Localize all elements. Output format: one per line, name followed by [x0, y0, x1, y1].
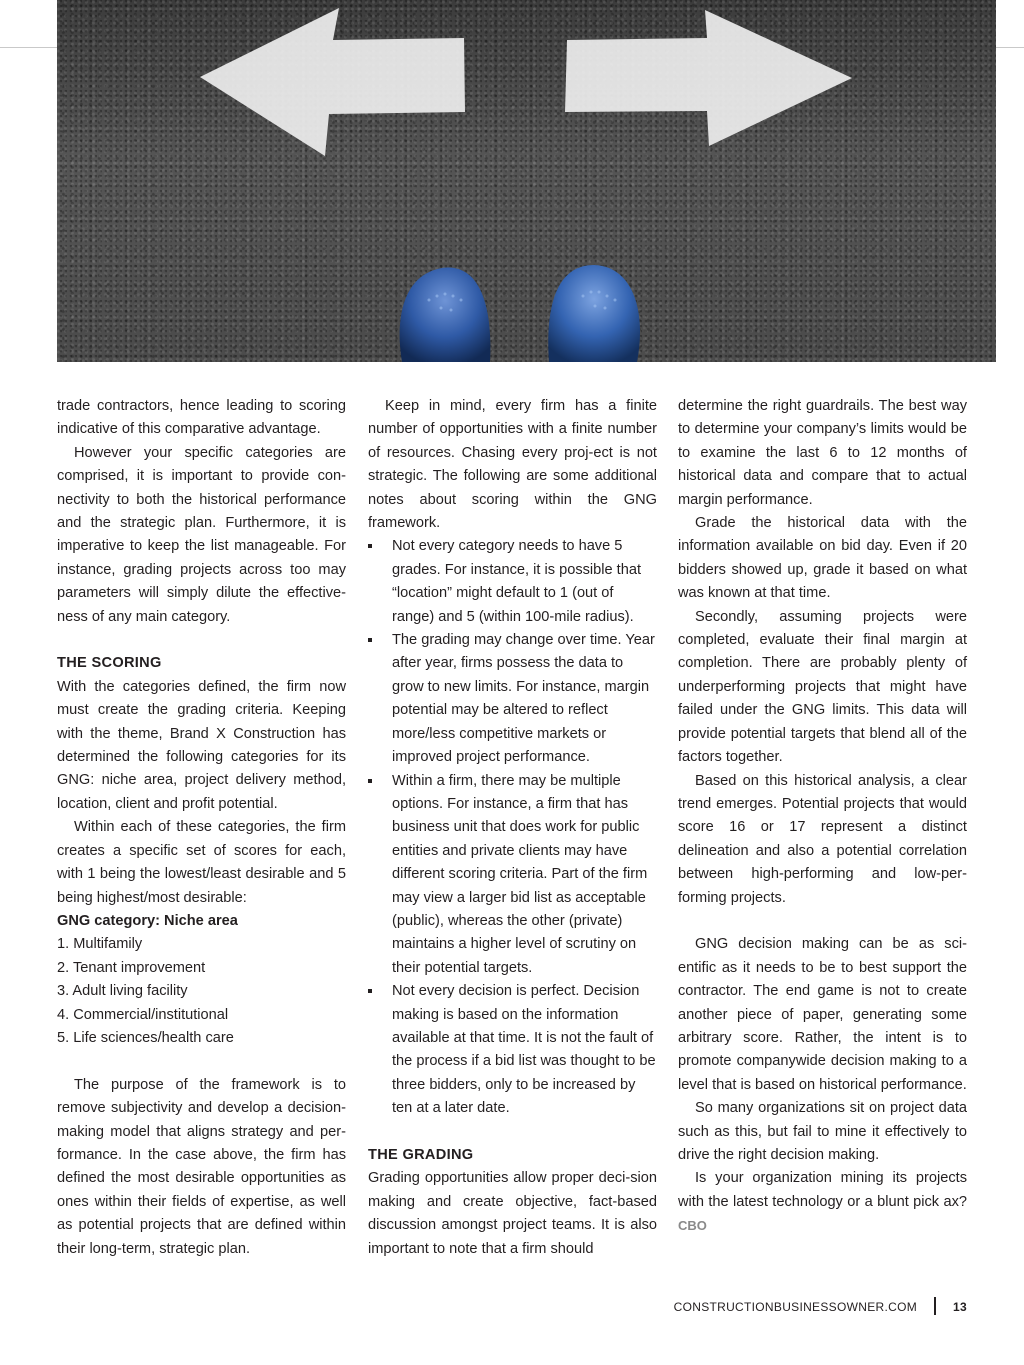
subheading-niche-area: GNG category: Niche area [57, 912, 238, 929]
list-item: 1. Multifamily [57, 936, 143, 953]
header-photo [57, 0, 996, 362]
photo-illustration [57, 0, 996, 362]
column-2 [368, 395, 657, 1261]
section-heading-scoring: THE SCORING [57, 655, 162, 672]
list-item: 4. Commercial/institutional [57, 1006, 229, 1023]
footer-site[interactable]: CONSTRUCTIONBUSINESSOWNER.COM [673, 1300, 917, 1314]
paragraph: Grading opportunities allow proper deci-sion making and create objective, fact-based discussion amongst project teams. It is also important to note that a firm should [368, 1170, 657, 1257]
bullet-list [368, 535, 657, 1120]
paragraph: Based on this historical analysis, a clear trend emerges. Potential projects that would score 16 or 17 represent a distinct delineation and also a potential correlation between high-performing and low-per-forming projects. [678, 772, 967, 906]
paragraph: trade contractors, hence leading to scoring indicative of this comparative advantage. [57, 398, 346, 438]
list-item: 5. Life sciences/health care [57, 1029, 234, 1046]
bullet-item: Not every category needs to have 5 grades. For instance, it is possible that “location” might default to 1 (out of range) and 5 (within 100-mile radius). [368, 535, 657, 629]
paragraph: However your specific categories are comprised, it is important to provide con-nectivity to both the historical performance and the strategic plan. Furthermore, it is imperative to keep the list manageable. For instance, grading projects across too may parameters will simply dilute the effective-ness of any main category. [57, 444, 346, 625]
page-number: 13 [953, 1300, 967, 1314]
final-sentence: Is your organization mining its projects with the latest technology or a blunt pick ax? [678, 1170, 967, 1210]
paragraph: Within each of these categories, the firm creates a specific set of scores for each, with 1 being the lowest/least desirable and 5 being highest/most desirable: [57, 819, 346, 906]
list-item: 3. Adult living facility [57, 983, 188, 1000]
paragraph-final [678, 1167, 967, 1238]
section-heading-grading: THE GRADING [368, 1146, 474, 1163]
top-rule-right [996, 47, 1024, 48]
paragraph: Secondly, assuming projects were completed, evaluate their final margin at completion. There are probably plenty of underperforming projects that might have failed under the GNG limits. This data will provide potential targets that blend all of the factors together. [678, 608, 967, 766]
right-arrow [565, 10, 852, 146]
paragraph: Keep in mind, every firm has a finite number of opportunities with a finite number of resources. Chasing every proj-ect is not strategic. The following are some additional notes about scoring within the GNG framework. [368, 398, 657, 532]
right-shoe [548, 265, 640, 362]
cbo-signoff: CBO [678, 1218, 707, 1234]
bullet-item: The grading may change over time. Year after year, firms possess the data to grow to new limits. For instance, margin potential may be altered to reflect more/less competitive markets or improved project performance. [368, 629, 657, 769]
footer-divider [934, 1297, 936, 1315]
list-item: 2. Tenant improvement [57, 959, 206, 976]
left-shoe [400, 268, 491, 362]
paragraph: With the categories defined, the firm now must create the grading criteria. Keeping with the theme, Brand X Construction has determined the following categories for its GNG: niche area, project delivery method, location, client and profit potential. [57, 678, 346, 812]
bullet-item: Within a firm, there may be multiple options. For instance, a firm that has business unit that does work for public entities and private clients may have different scoring criteria. Part of the firm may view a larger bid list as acceptable (public), whereas the other (private) maintains a higher level of scrutiny on their potential targets. [368, 770, 657, 981]
paragraph: So many organizations sit on project data such as this, but fail to mine it effectively to drive the right decision making. [678, 1100, 967, 1163]
page-footer [650, 1297, 967, 1317]
column-1 [57, 395, 346, 1261]
paragraph: The purpose of the framework is to remove subjectivity and develop a decision-making model that aligns strategy and per-formance. In the case above, the firm has defined the most desirable opportunities as ones within their fields of expertise, as well as potential projects that are defined within their long-term, strategic plan. [57, 1076, 346, 1257]
left-arrow [200, 8, 465, 156]
top-rule-left [0, 47, 57, 48]
bullet-item: Not every decision is perfect. Decision making is based on the information available at that time. It is not the fault of the process if a bid list was thought to be three bidders, only to be increased by ten at a later date. [368, 980, 657, 1120]
column-3 [678, 395, 967, 1239]
paragraph: GNG decision making can be as sci-entific as it needs to be to best support the contractor. The end game is not to create another piece of paper, generating some arbitrary score. Rather, the intent is to promote companywide decision making to a level that is based on historical performance. [678, 936, 967, 1093]
paragraph: determine the right guardrails. The best way to determine your company’s limits would be to examine the last 6 to 12 months of historical data and compare that to actual margin performance. [678, 398, 967, 508]
paragraph: Grade the historical data with the information available on bid day. Even if 20 bidders showed up, grade it based on what was known at that time. [678, 515, 967, 602]
